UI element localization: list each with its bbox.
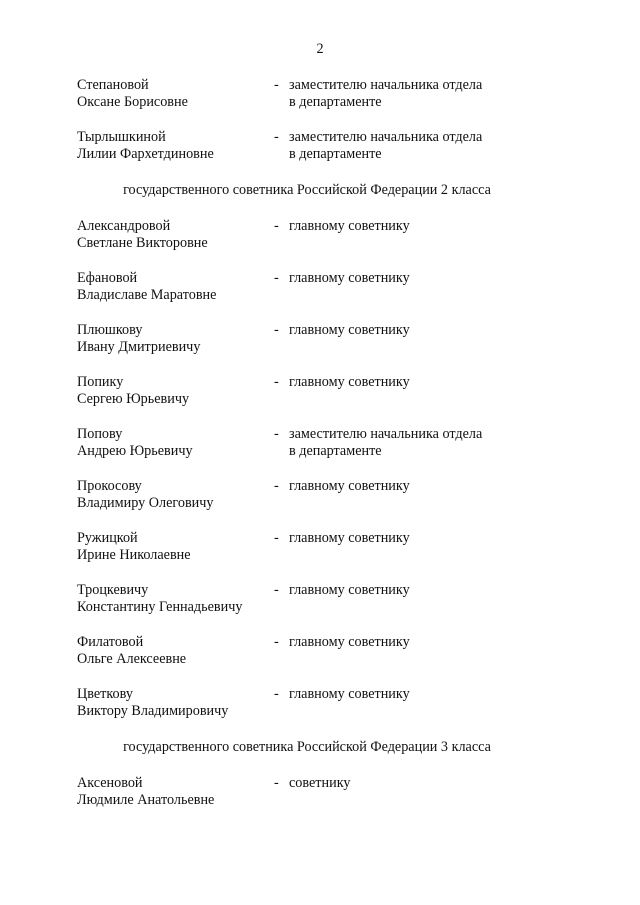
person-given-names: Ольге Алексеевне	[77, 651, 187, 667]
position-line: главному советнику	[289, 218, 410, 234]
position-title	[289, 129, 569, 163]
appointment-entry	[77, 218, 567, 270]
position-line: заместителю начальника отдела	[289, 426, 483, 442]
person-surname: Филатовой	[77, 634, 144, 650]
position-line: заместителю начальника отдела	[289, 77, 483, 93]
person-given-names: Владиславе Маратовне	[77, 287, 217, 303]
person-name	[77, 775, 272, 809]
person-name	[77, 478, 272, 512]
position-title	[289, 582, 569, 599]
person-surname: Ефановой	[77, 270, 138, 286]
position-line: главному советнику	[289, 634, 410, 650]
appointment-entry	[77, 686, 567, 738]
separator-dash: -	[274, 775, 279, 791]
person-name	[77, 426, 272, 460]
person-given-names: Людмиле Анатольевне	[77, 792, 215, 808]
person-surname: Плюшкову	[77, 322, 143, 338]
person-given-names: Ирине Николаевне	[77, 547, 191, 563]
person-name	[77, 686, 272, 720]
rank-heading-class-2	[77, 181, 567, 218]
separator-dash: -	[274, 270, 279, 286]
person-surname: Александровой	[77, 218, 171, 234]
position-line: главному советнику	[289, 322, 410, 338]
position-line: заместителю начальника отдела	[289, 129, 483, 145]
appointment-entry	[77, 530, 567, 582]
page-number: 2	[316, 41, 324, 57]
position-line: в департаменте	[289, 94, 382, 110]
appointment-entry	[77, 77, 567, 129]
appointment-entry	[77, 582, 567, 634]
appointment-entry	[77, 478, 567, 530]
position-title	[289, 218, 569, 235]
person-name	[77, 129, 272, 163]
position-line: главному советнику	[289, 530, 410, 546]
person-surname: Степановой	[77, 77, 149, 93]
person-name	[77, 77, 272, 111]
position-line: главному советнику	[289, 374, 410, 390]
position-title	[289, 530, 569, 547]
position-title	[289, 322, 569, 339]
separator-dash: -	[274, 322, 279, 338]
position-title	[289, 634, 569, 651]
rank-heading-text: государственного советника Российской Федерации 3 класса	[123, 739, 491, 755]
appointment-entry	[77, 634, 567, 686]
position-title	[289, 77, 569, 111]
separator-dash: -	[274, 478, 279, 494]
person-given-names: Лилии Фархетдиновне	[77, 146, 214, 162]
person-name	[77, 530, 272, 564]
separator-dash: -	[274, 218, 279, 234]
person-given-names: Ивану Дмитриевичу	[77, 339, 201, 355]
rank-heading-text: государственного советника Российской Федерации 2 класса	[123, 182, 491, 198]
document-content	[77, 77, 567, 827]
position-line: главному советнику	[289, 686, 410, 702]
separator-dash: -	[274, 374, 279, 390]
position-line: главному советнику	[289, 582, 410, 598]
position-title	[289, 270, 569, 287]
separator-dash: -	[274, 530, 279, 546]
position-line: советнику	[289, 775, 351, 791]
person-given-names: Светлане Викторовне	[77, 235, 208, 251]
person-name	[77, 322, 272, 356]
position-title	[289, 374, 569, 391]
position-line: главному советнику	[289, 478, 410, 494]
appointment-entry	[77, 426, 567, 478]
appointment-entry	[77, 322, 567, 374]
person-given-names: Андрею Юрьевичу	[77, 443, 193, 459]
person-given-names: Оксане Борисовне	[77, 94, 188, 110]
position-title	[289, 426, 569, 460]
rank-heading-class-3	[77, 738, 567, 775]
person-surname: Троцкевичу	[77, 582, 149, 598]
person-given-names: Виктору Владимировичу	[77, 703, 229, 719]
position-title	[289, 775, 569, 792]
separator-dash: -	[274, 686, 279, 702]
person-surname: Цветкову	[77, 686, 133, 702]
person-name	[77, 374, 272, 408]
appointment-entry	[77, 270, 567, 322]
person-surname: Ружицкой	[77, 530, 138, 546]
person-name	[77, 270, 272, 304]
person-surname: Аксеновой	[77, 775, 143, 791]
separator-dash: -	[274, 77, 279, 93]
separator-dash: -	[274, 582, 279, 598]
position-title	[289, 686, 569, 703]
separator-dash: -	[274, 129, 279, 145]
person-name	[77, 582, 272, 616]
separator-dash: -	[274, 634, 279, 650]
appointment-entry	[77, 129, 567, 181]
person-surname: Прокосову	[77, 478, 142, 494]
appointment-entry	[77, 374, 567, 426]
person-surname: Тырлышкиной	[77, 129, 166, 145]
person-name	[77, 634, 272, 668]
position-title	[289, 478, 569, 495]
position-line: в департаменте	[289, 443, 382, 459]
person-given-names: Владимиру Олеговичу	[77, 495, 214, 511]
separator-dash: -	[274, 426, 279, 442]
position-line: в департаменте	[289, 146, 382, 162]
person-surname: Попову	[77, 426, 123, 442]
person-given-names: Константину Геннадьевичу	[77, 599, 243, 615]
person-name	[77, 218, 272, 252]
person-surname: Попику	[77, 374, 124, 390]
appointment-entry	[77, 775, 567, 827]
position-line: главному советнику	[289, 270, 410, 286]
person-given-names: Сергею Юрьевичу	[77, 391, 190, 407]
